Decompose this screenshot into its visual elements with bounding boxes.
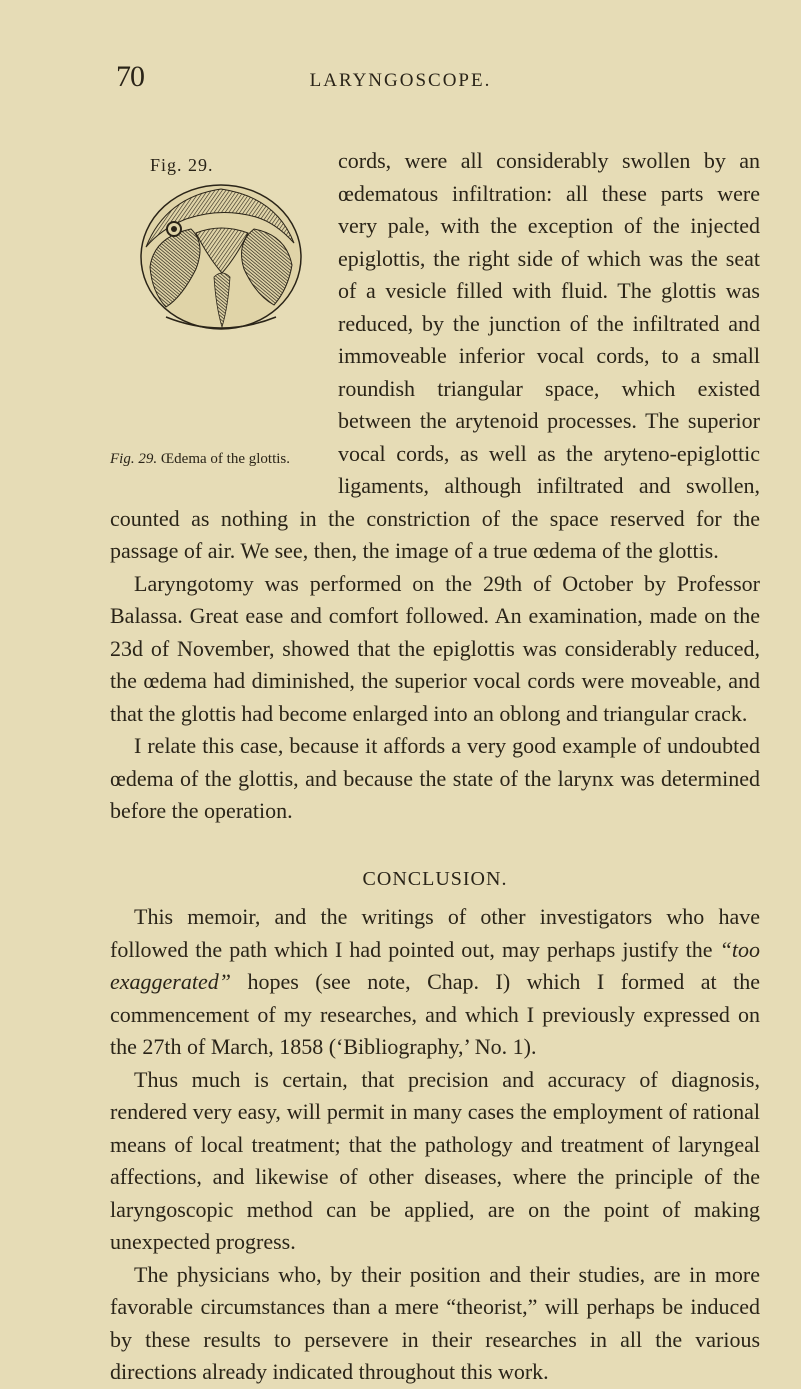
paragraph-4-end: hopes (see note, Chap. I) which I formed at the commencement of my researches, and which I previously expressed on the 27th of March, 1858 (‘Bibliography,’ No. 1).: [110, 969, 760, 1059]
paragraph-5: Thus much is certain, that precision and accuracy of diagnosis, rendered very easy, will permit in many cases the employment of rational means of local treatment; that the pathology and treatment of laryngeal affections, and likewise of other diseases, where the principle of the laryngoscopic method can be applied, are on the point of making unexpected progress.: [110, 1066, 760, 1254]
body-text: [110, 145, 760, 1389]
paragraph-3: I relate this case, because it affords a very good example of undoubted œdema of the glottis, and because the state of the larynx was determined before the operation.: [110, 733, 760, 823]
paragraph-4-start: This memoir, and the writings of other investigators who have followed the path which I had pointed out, may perhaps justify the: [110, 904, 760, 962]
glottis-illustration: [136, 177, 306, 337]
paragraph-4: [110, 901, 760, 1064]
running-title: LARYNGOSCOPE.: [309, 70, 492, 91]
figure-label: Fig. 29.: [150, 155, 214, 175]
page-number: 70: [116, 60, 144, 93]
paragraph-4-italic: “too exaggerated”: [110, 936, 760, 994]
figure-caption: [110, 443, 335, 476]
figure-caption-text: Œdema of the glottis.: [160, 451, 290, 467]
paragraph-6: The physicians who, by their position and their studies, are in more favorable circumstances than a mere “theorist,” will perhaps be induced by these results to persevere in their researches in all the various directions already indicated throughout this work.: [110, 1261, 760, 1384]
paragraph-1: cords, were all considerably swollen by an œdematous infiltration: all these parts were very pale, with the exception of the injected epiglottis, the right side of which was the seat of a vesicle filled with fluid. The glottis was reduced, by the junction of the infiltrated and immoveable inferior vocal cords, to a small roundish triangular space, which existed between the arytenoid processes. The superior vocal cords, as well as the aryteno-epiglottic ligaments, although infiltrated and swollen, counted as nothing in the constriction of the space reserved for the passage of air. We see, then, the image of a true œdema of the glottis.: [110, 148, 760, 563]
section-heading: CONCLUSION.: [362, 867, 508, 890]
paragraph-2: Laryngotomy was performed on the 29th of October by Professor Balassa. Great ease and comfort followed. An examination, made on the 23d of November, showed that the epiglottis was considerably reduced, the œdema had diminished, the superior vocal cords were moveable, and that the glottis had become enlarged into an oblong and triangular crack.: [110, 570, 760, 726]
figure-29: [110, 145, 328, 498]
page-header: [0, 60, 801, 100]
figure-caption-label: Fig. 29.: [110, 451, 158, 467]
